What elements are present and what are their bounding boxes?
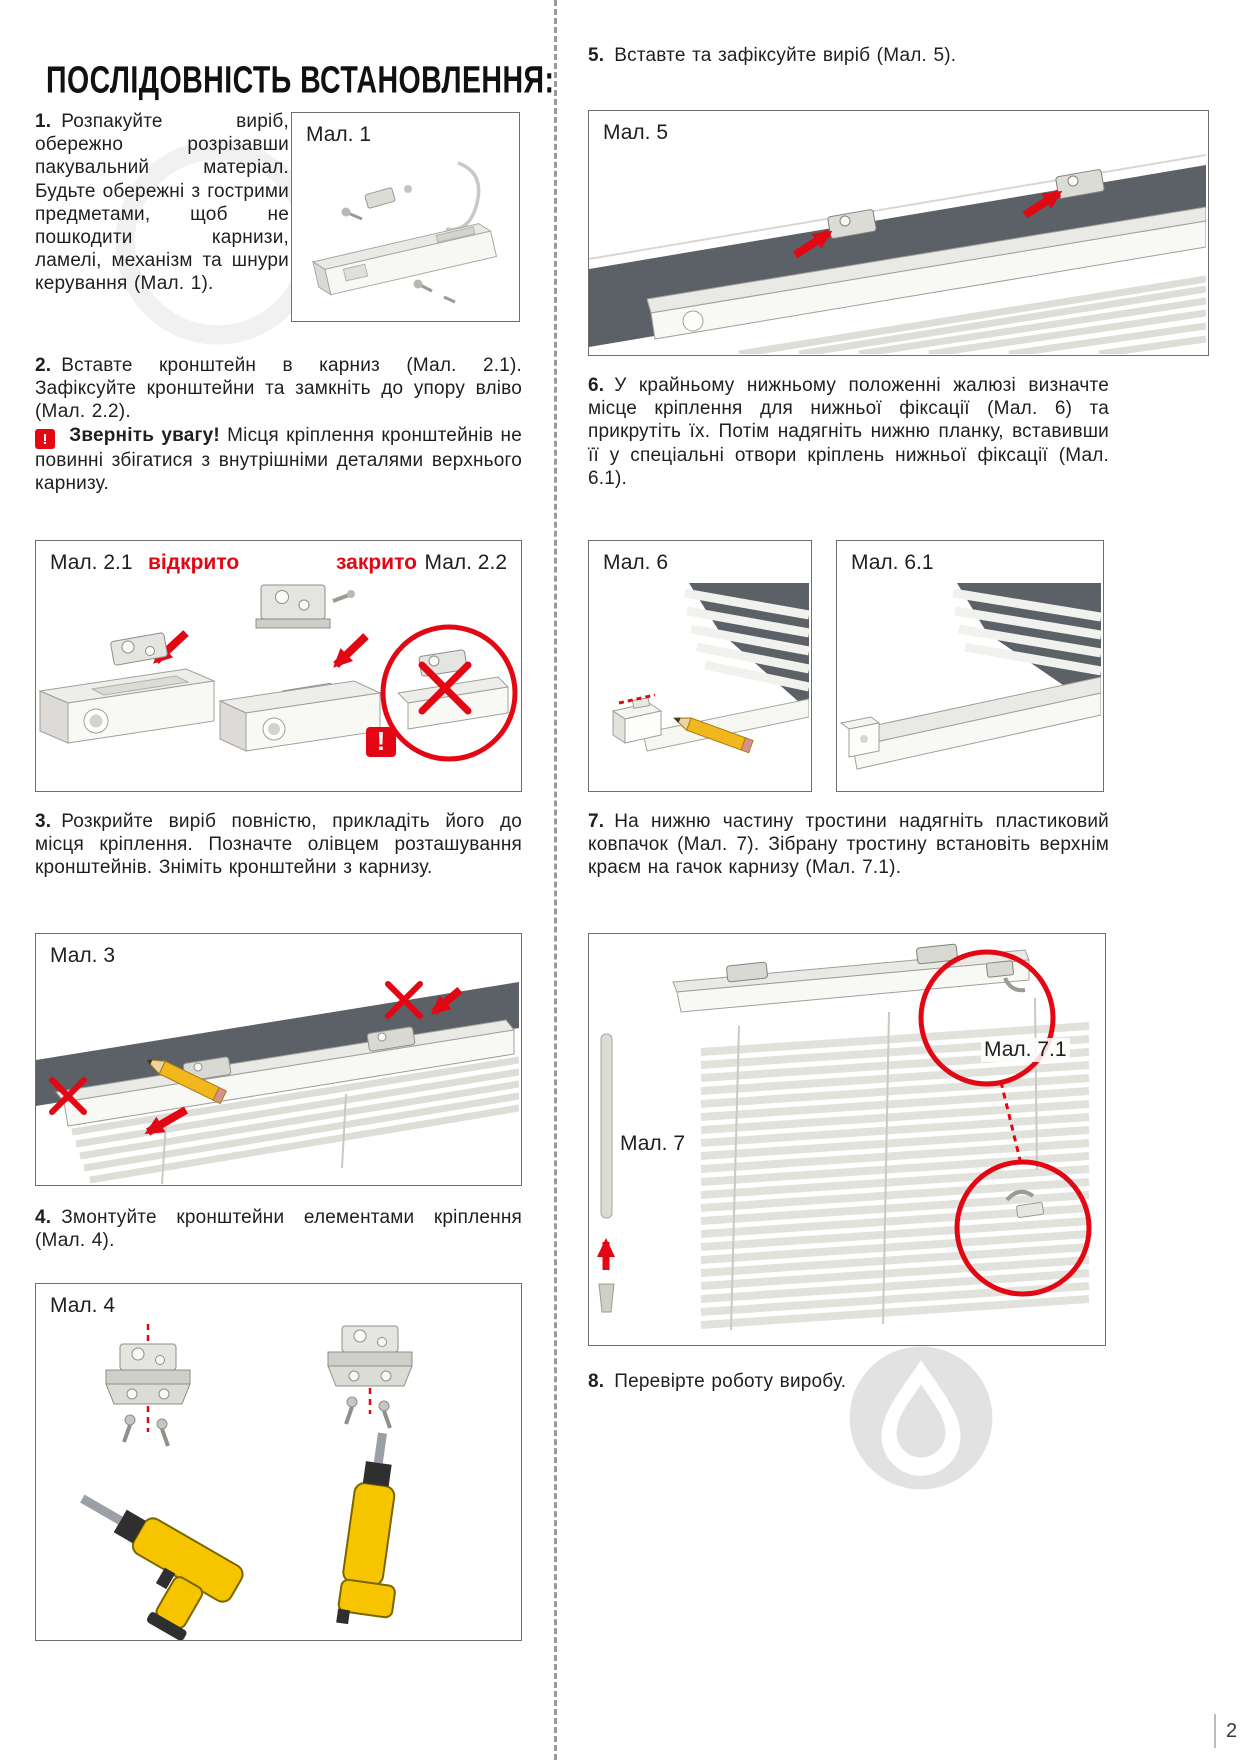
step-3-text: Розкрийте виріб повністю, прикладіть його до місця кріплення. Позначте олівцем розташування кронштейнів. Зніміть кронштейни з карнизу. (35, 811, 522, 879)
page-title: ПОСЛІДОВНІСТЬ ВСТАНОВЛЕННЯ: (46, 58, 555, 102)
cornice-body (313, 221, 496, 297)
step-1-number: 1. (35, 111, 52, 132)
drill-right-icon (336, 1430, 416, 1630)
figure-6-1-label: Мал. 6.1 (851, 551, 934, 574)
warning-text: Місця кріплення кронштейнів не повинні збігатися з внутрішніми деталями верхнього карнизу. (35, 424, 522, 494)
figure-6 (588, 540, 812, 792)
step-7-text: На нижню частину тростини надягніть пластиковий ковпачок (Мал. 7). Зібрану тростину встановіть верхнім краєм на гачок карнизу (Мал. 7.1). (588, 811, 1109, 879)
figure-7-1-label: Мал. 7.1 (981, 1038, 1070, 1062)
control-cord (446, 163, 479, 230)
wrong-mount-detail (366, 627, 515, 759)
tilt-wand (601, 1034, 612, 1218)
figure-6-label: Мал. 6 (603, 551, 669, 574)
step-3 (35, 810, 522, 880)
step-5-number: 5. (588, 45, 605, 66)
figure-6-1 (836, 540, 1104, 792)
fig1-unpacked-cornice-illustration (292, 151, 517, 321)
drill-left-icon (45, 1482, 246, 1640)
fig6-1-bottom-bar-insert-illustration (837, 583, 1101, 790)
fig2-bracket-mounting-illustration (36, 581, 519, 790)
fig4-drill-mounting-illustration (36, 1324, 519, 1640)
step-4-text: Змонтуйте кронштейни елементами кріплення (Мал. 4). (35, 1207, 522, 1252)
figure-7-label: Мал. 7 (617, 1132, 688, 1156)
column-divider (554, 0, 557, 1760)
step-2-number: 2. (35, 355, 52, 376)
figure-2-label-left: Мал. 2.1 (50, 551, 133, 574)
slats (701, 1026, 1089, 1325)
figure-4-label: Мал. 4 (50, 1294, 116, 1317)
step-3-number: 3. (35, 811, 52, 832)
step-5-text: Вставте та зафіксуйте виріб (Мал. 5). (614, 45, 957, 66)
figure-1 (291, 112, 520, 322)
fig6-bottom-fixation-mark-illustration (589, 583, 809, 790)
warning-note (35, 424, 522, 495)
figure-3 (35, 933, 522, 1186)
figure-4 (35, 1283, 522, 1641)
step-8-number: 8. (588, 1371, 605, 1392)
state-open-label: відкрито (148, 551, 240, 574)
bottom-fix-clip (841, 717, 879, 757)
screws (124, 1415, 168, 1446)
step-4-number: 4. (35, 1207, 52, 1228)
alert-exclamation: ! (376, 726, 386, 756)
figure-1-label: Мал. 1 (306, 123, 372, 146)
warning-icon: ! (35, 429, 55, 449)
plastic-cap (599, 1284, 614, 1312)
step-6-number: 6. (588, 375, 605, 396)
bracket-center (256, 585, 355, 628)
state-closed-label: закрито (336, 551, 417, 574)
red-arrow-right (336, 636, 366, 665)
step-6-text: У крайньому нижньому положенні жалюзі визначте місце кріплення для нижньої фіксації (Мал. 6) та прикрутіть їх. Потім надягніть нижню планку, вставивши її у спеціальні отвори кріплень нижньої фіксації (Мал. 6.1). (588, 375, 1109, 489)
figure-2-label-right: Мал. 2.2 (424, 551, 507, 574)
step-8 (588, 1370, 1109, 1393)
bottom-fix-clip (613, 698, 661, 743)
figure-7 (588, 933, 1106, 1346)
step-7 (588, 810, 1109, 880)
step-1-text: Розпакуйте виріб, обережно розрізавши пакувальний матеріал. Будьте обережні з гострими предметами, щоб не пошкодити карнизи, ламелі, механізм та шнури керування (Мал. 1). (35, 111, 289, 295)
fig3-mark-position-illustration (36, 976, 519, 1184)
cornice-closed (220, 681, 380, 751)
step-1 (35, 110, 289, 295)
warning-title: Зверніть увагу! (69, 424, 220, 446)
figure-5-label: Мал. 5 (603, 121, 669, 144)
figure-3-label: Мал. 3 (50, 944, 116, 967)
step-8-text: Перевірте роботу виробу. (614, 1371, 847, 1392)
step-5 (588, 44, 1109, 67)
step-4 (35, 1206, 522, 1252)
step-2 (35, 354, 522, 495)
page-number: 2 (1214, 1714, 1237, 1748)
step-6 (588, 374, 1109, 490)
brand-drop-watermark (845, 1342, 997, 1494)
figure-5 (588, 110, 1209, 356)
step-2-text: Вставте кронштейн в карниз (Мал. 2.1). Зафіксуйте кронштейни та замкніть до упору вліво (Мал. 2.2). (35, 355, 522, 423)
fig5-insert-and-fix-illustration (589, 151, 1206, 354)
step-7-number: 7. (588, 811, 605, 832)
cornice-open (40, 632, 214, 743)
figure-2 (35, 540, 522, 792)
bracket-assembly (106, 1324, 190, 1446)
